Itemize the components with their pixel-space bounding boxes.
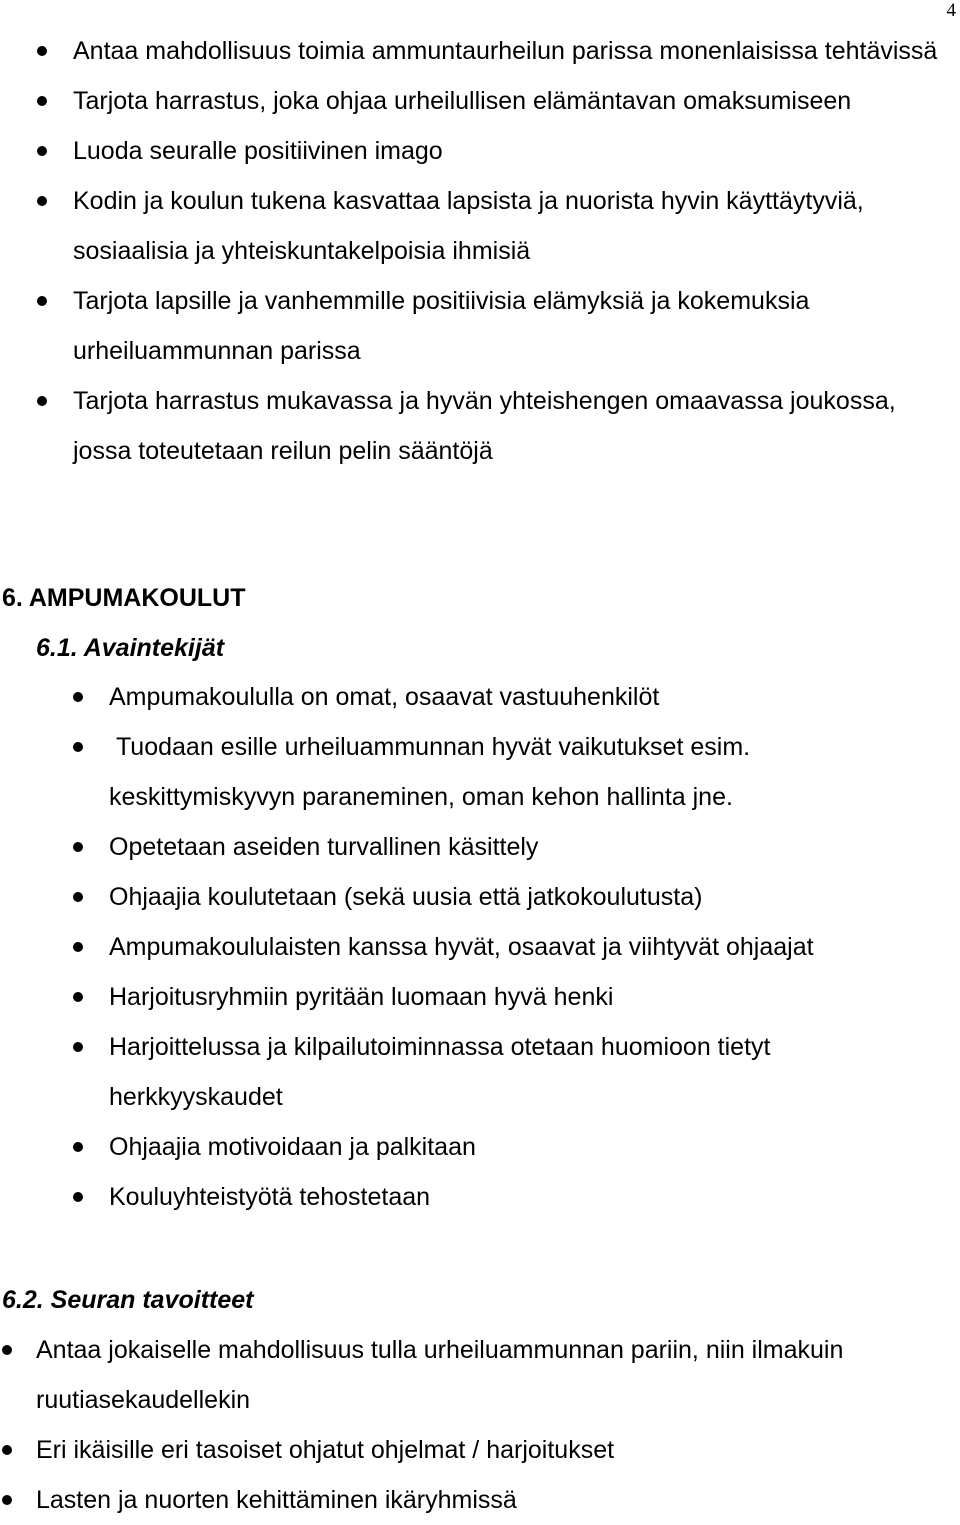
- list-item-text: Opetetaan aseiden turvallinen käsittely: [109, 833, 539, 861]
- list-item-text: Harjoittelussa ja kilpailutoiminnassa otetaan huomioon tietyt herkkyyskaudet: [109, 1033, 771, 1111]
- bullet-icon: [37, 396, 47, 406]
- bullet-icon: [73, 692, 83, 702]
- bullet-icon: [73, 992, 83, 1002]
- key-factors-bullet-list: [109, 672, 931, 1222]
- bullet-icon: [73, 942, 83, 952]
- bullet-icon: [73, 892, 83, 902]
- list-item-text: Harjoitusryhmiin pyritään luomaan hyvä henki: [109, 983, 614, 1011]
- bullet-icon: [37, 146, 47, 156]
- bullet-icon: [37, 96, 47, 106]
- list-item-text: Lasten ja nuorten kehittäminen ikäryhmissä: [36, 1486, 517, 1514]
- intro-bullet-list: [73, 26, 958, 476]
- list-item: [73, 76, 958, 126]
- list-item-text: Luoda seuralle positiivinen imago: [73, 137, 443, 165]
- bullet-icon: [73, 1042, 83, 1052]
- list-item-text: Ohjaajia koulutetaan (sekä uusia että jatkokoulutusta): [109, 883, 703, 911]
- list-item-text: Ampumakoululaisten kanssa hyvät, osaavat ja viihtyvät ohjaajat: [109, 933, 814, 961]
- list-item: [73, 26, 958, 76]
- bullet-icon: [37, 196, 47, 206]
- list-item-text: Tarjota harrastus, joka ohjaa urheilullisen elämäntavan omaksumiseen: [73, 87, 852, 115]
- list-item-text: Tarjota harrastus mukavassa ja hyvän yhteishengen omaavassa joukossa, jossa toteutetaan reilun pelin sääntöjä: [73, 387, 896, 465]
- bullet-icon: [73, 842, 83, 852]
- list-item-text: Antaa jokaiselle mahdollisuus tulla urheiluammunnan pariin, niin ilmakuin ruutiasekaudellekin: [36, 1336, 844, 1414]
- list-item: [73, 126, 958, 176]
- list-item: [109, 922, 931, 972]
- list-item: [36, 1475, 916, 1525]
- list-item: [109, 722, 931, 822]
- list-item: [73, 276, 958, 376]
- list-item-text: Kouluyhteistyötä tehostetaan: [109, 1183, 431, 1211]
- bullet-icon: [73, 1142, 83, 1152]
- list-item: [36, 1425, 916, 1475]
- list-item: [109, 972, 931, 1022]
- subsection-heading-key-factors: 6.1. Avaintekijät: [36, 634, 225, 662]
- list-item: [109, 672, 931, 722]
- page-number: 4: [946, 0, 956, 21]
- list-item: [109, 1122, 931, 1172]
- list-item: [36, 1325, 916, 1425]
- section-heading: 6. AMPUMAKOULUT: [2, 584, 246, 612]
- list-item-text: Tuodaan esille urheiluammunnan hyvät vaikutukset esim. keskittymiskyvyn paraneminen, oman kehon hallinta jne.: [109, 733, 758, 811]
- club-goals-bullet-list: [36, 1325, 916, 1525]
- bullet-icon: [2, 1445, 12, 1455]
- bullet-icon: [2, 1495, 12, 1505]
- list-item-text: Antaa mahdollisuus toimia ammuntaurheilun parissa monenlaisissa tehtävissä: [73, 37, 938, 65]
- list-item-text: Tarjota lapsille ja vanhemmille positiivisia elämyksiä ja kokemuksia urheiluammunnan parissa: [73, 287, 810, 365]
- subsection-heading-club-goals: 6.2. Seuran tavoitteet: [2, 1286, 254, 1314]
- list-item-text: Ampumakoululla on omat, osaavat vastuuhenkilöt: [109, 683, 660, 711]
- list-item: [109, 1022, 931, 1122]
- bullet-icon: [37, 296, 47, 306]
- bullet-icon: [2, 1345, 12, 1355]
- list-item-text: Eri ikäisille eri tasoiset ohjatut ohjelmat / harjoitukset: [36, 1436, 615, 1464]
- list-item: [73, 376, 958, 476]
- list-item: [109, 1172, 931, 1222]
- list-item: [109, 822, 931, 872]
- list-item: [73, 176, 958, 276]
- list-item-text: Ohjaajia motivoidaan ja palkitaan: [109, 1133, 476, 1161]
- list-item: [109, 872, 931, 922]
- bullet-icon: [37, 46, 47, 56]
- bullet-icon: [73, 1192, 83, 1202]
- list-item-text: Kodin ja koulun tukena kasvattaa lapsista ja nuorista hyvin käyttäytyviä, sosiaalisia ja yhteiskuntakelpoisia ihmisiä: [73, 187, 864, 265]
- bullet-icon: [73, 742, 83, 752]
